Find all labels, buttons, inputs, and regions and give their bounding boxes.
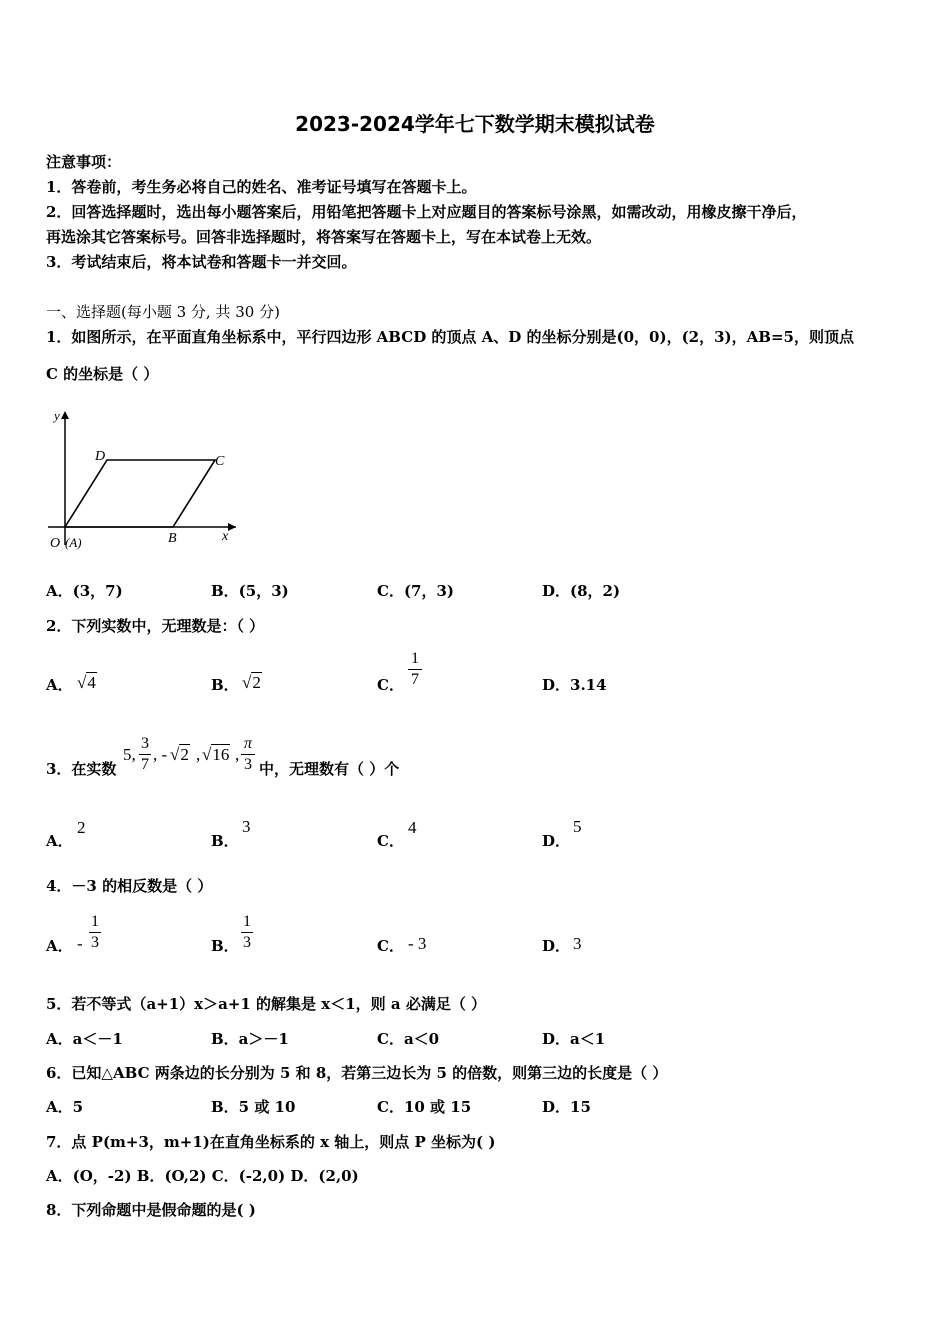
number-5: 5, (123, 745, 136, 764)
q3-option-a-value: 2 (77, 818, 86, 837)
numerator: 1 (411, 650, 419, 667)
q1-option-c[interactable]: C．(7，3) (377, 582, 455, 600)
vertex-a-label: (A) (65, 535, 82, 550)
numerator: 1 (243, 913, 251, 930)
q1-option-a[interactable]: A．(3，7) (46, 582, 123, 600)
q4-option-b[interactable]: B． (211, 937, 239, 955)
question-1-text: 1．如图所示，在平面直角坐标系中，平行四边形 ABCD 的顶点 A、D 的坐标分别是(0，0)，(2，3)，AB=5，则顶点 (46, 328, 854, 346)
denominator: 3 (243, 934, 251, 951)
notice-item: 1．答卷前，考生务必将自己的姓名、准考证号填写在答题卡上。 (46, 178, 477, 196)
fraction-pi-3 (241, 735, 255, 774)
q3-option-c[interactable]: C． (377, 832, 404, 850)
q2-option-b[interactable] (211, 675, 239, 695)
option-label: C． (377, 676, 404, 694)
q3-option-d-value: 5 (573, 817, 582, 836)
fraction-1-3 (89, 913, 101, 952)
q5-option-d[interactable]: D．a＜1 (542, 1030, 606, 1048)
fraction-3-7 (139, 735, 151, 774)
q2-option-c[interactable] (377, 675, 404, 695)
origin-label: O (50, 536, 61, 551)
notice-item: 3．考试结束后，将本试卷和答题卡一并交回。 (46, 253, 357, 271)
denominator: 7 (411, 671, 419, 688)
comma: , (235, 745, 240, 764)
numerator: 3 (141, 735, 149, 752)
q6-option-a[interactable]: A．5 (46, 1098, 84, 1116)
q2-option-d[interactable]: D．3.14 (542, 676, 607, 694)
q4-option-a[interactable]: A． (46, 937, 73, 955)
numerator: π (243, 735, 252, 752)
q2-option-a[interactable] (46, 675, 73, 695)
q4-option-c-value: - 3 (408, 934, 427, 953)
question-6-text: 6．已知△ABC 两条边的长分别为 5 和 8，若第三边长为 5 的倍数，则第三边的长度是（ ） (46, 1064, 668, 1082)
vertex-d-label: D (95, 449, 106, 464)
q5-option-b[interactable]: B．a＞－1 (211, 1030, 289, 1048)
radicand: 2 (180, 745, 189, 764)
q4-option-c[interactable]: C． (377, 937, 404, 955)
q3-option-a[interactable]: A． (46, 832, 73, 850)
fraction-1-3 (241, 913, 253, 952)
radicand: 4 (87, 673, 96, 692)
question-7-text: 7．点 P(m+3，m+1)在直角坐标系的 x 轴上，则点 P 坐标为( ) (46, 1133, 496, 1151)
y-axis-label: y (54, 408, 60, 423)
notice-item: 2．回答选择题时，选出每小题答案后，用铅笔把答题卡上对应题目的答案标号涂黑，如需改动，用橡皮擦干净后， (46, 203, 807, 221)
q6-option-d[interactable]: D．15 (542, 1098, 591, 1116)
q1-option-b[interactable]: B．(5，3) (211, 582, 289, 600)
q3-option-d[interactable]: D． (542, 832, 571, 850)
q3-option-c-value: 4 (408, 818, 417, 837)
vertex-c-label: C (215, 454, 225, 469)
numerator: 1 (91, 913, 99, 930)
denominator: 7 (141, 756, 149, 773)
question-8-text: 8．下列命题中是假命题的是( ) (46, 1201, 256, 1219)
negative-sign: - (77, 934, 83, 953)
question-2-text: 2．下列实数中，无理数是：（ ） (46, 617, 265, 635)
q4-option-d[interactable]: D． (542, 937, 571, 955)
q5-option-c[interactable]: C．a＜0 (377, 1030, 440, 1048)
q6-option-b[interactable]: B．5 或 10 (211, 1098, 296, 1116)
radicand: 16 (212, 745, 230, 764)
notice-item: 再选涂其它答案标号。回答非选择题时，将答案写在答题卡上，写在本试卷上无效。 (46, 228, 602, 246)
option-label: B． (211, 676, 239, 694)
q4-option-d-value: 3 (573, 934, 582, 953)
notice-heading: 注意事项： (46, 153, 122, 171)
question-5-text: 5．若不等式（a+1）x＞a+1 的解集是 x＜1，则 a 必满足（ ） (46, 995, 487, 1013)
parallelogram-figure (40, 405, 250, 555)
question-4-text: 4．－3 的相反数是（ ） (46, 877, 213, 895)
page-title: 2023-2024学年七下数学期末模拟试卷 (295, 112, 655, 136)
radicand: 2 (252, 673, 261, 692)
vertex-b-label: B (168, 531, 177, 546)
q5-option-a[interactable]: A．a＜－1 (46, 1030, 123, 1048)
question-3-suffix: 中，无理数有（ ）个 (259, 760, 400, 778)
q1-option-d[interactable]: D．(8，2) (542, 582, 621, 600)
sqrt-2: √2 (170, 745, 189, 764)
section-heading: 一、选择题(每小题 3 分, 共 30 分) (46, 303, 280, 321)
comma: , (196, 745, 201, 764)
sqrt-4: √4 (77, 673, 96, 692)
sqrt-2: √2 (242, 673, 261, 692)
negative-sign: , - (153, 745, 168, 764)
denominator: 3 (244, 756, 252, 773)
question-3-prefix: 3．在实数 (46, 760, 117, 778)
question-1-text-cont: C 的坐标是（ ） (46, 365, 159, 383)
fraction-1-7 (408, 650, 422, 689)
q7-options[interactable]: A．(O，-2) B．(O,2) C．(-2,0) D．(2,0) (46, 1167, 359, 1185)
q6-option-c[interactable]: C．10 或 15 (377, 1098, 472, 1116)
x-axis-label: x (222, 529, 229, 544)
q3-option-b-value: 3 (242, 817, 251, 836)
sqrt-16: √16 (202, 745, 230, 764)
q3-option-b[interactable]: B． (211, 832, 239, 850)
denominator: 3 (91, 934, 99, 951)
option-label: A． (46, 676, 73, 694)
